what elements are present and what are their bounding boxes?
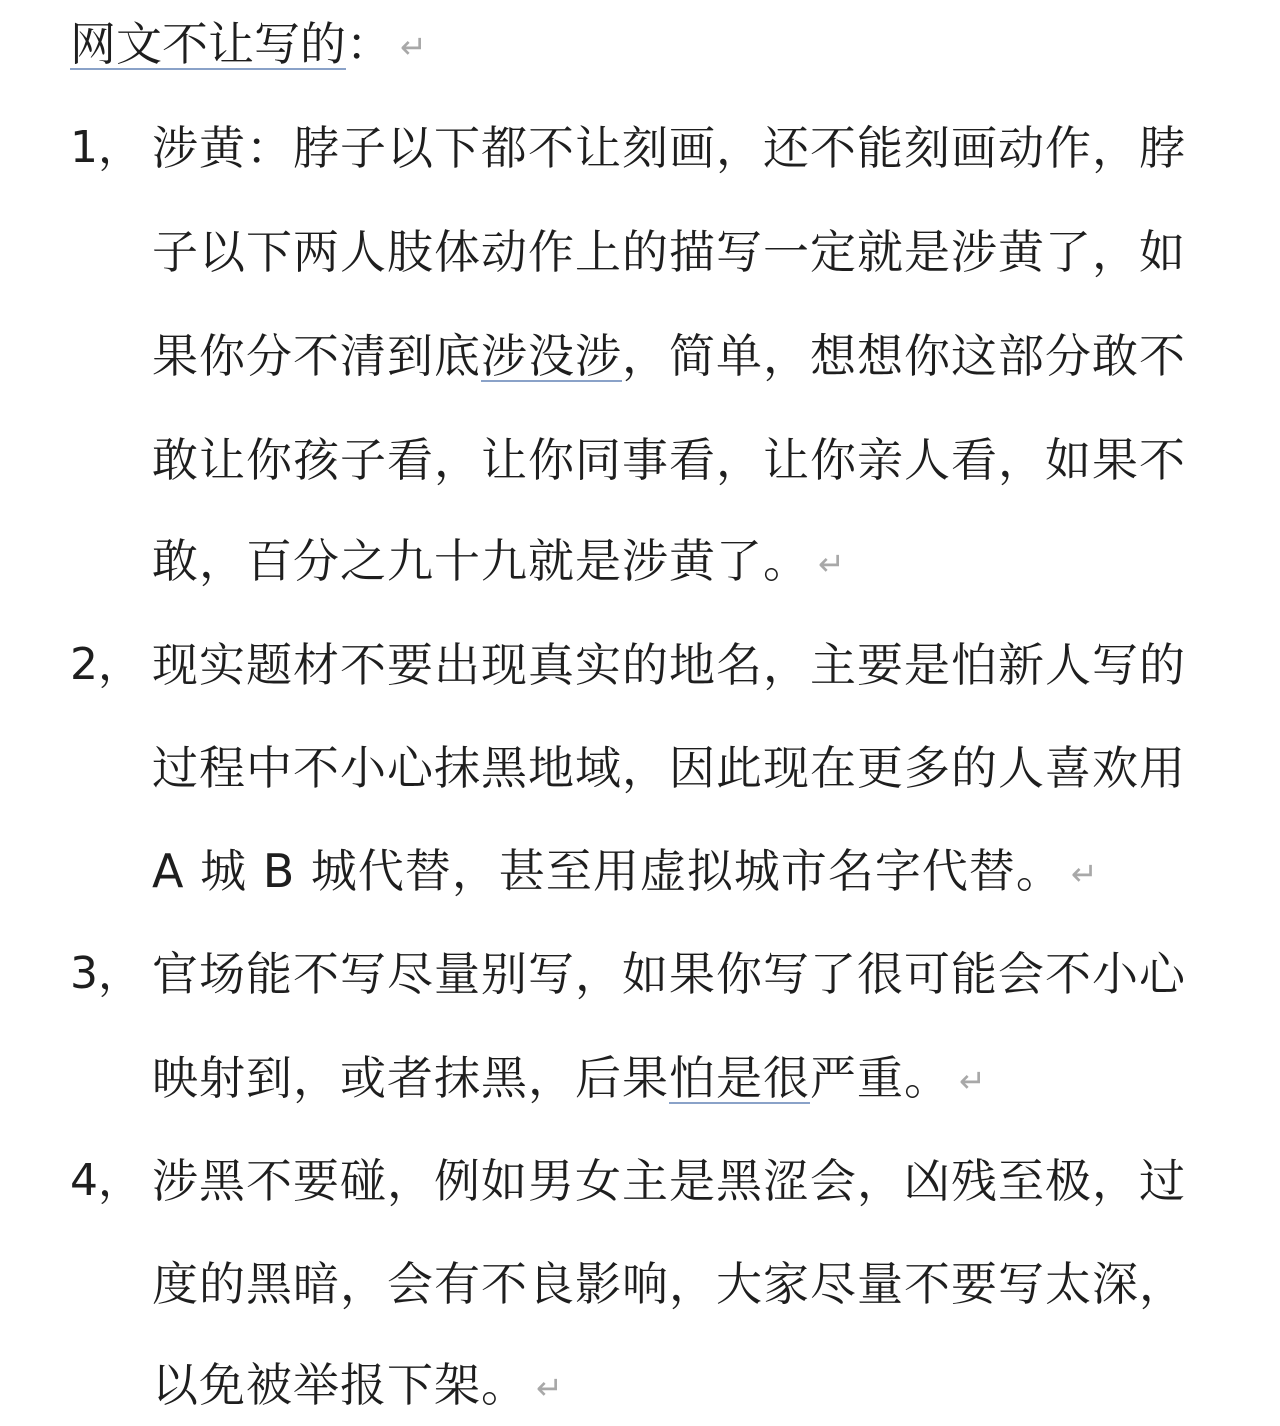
paragraph-mark-icon: ↵ <box>536 1369 564 1407</box>
paragraph-mark-icon: ↵ <box>818 545 846 583</box>
list-item-3-line-1: 官场能不写尽量别写，如果你写了很可能会不小心 <box>152 947 1186 1001</box>
document-heading <box>70 14 427 77</box>
list-item-1-line-5 <box>152 531 846 594</box>
list-item-2-line-3 <box>152 841 1099 904</box>
list-item-3-line-2 <box>152 1048 987 1111</box>
line-text-underlined: 怕是很 <box>669 1051 810 1105</box>
list-item-number-2: 2， <box>70 639 142 690</box>
list-item-2-line-2: 过程中不小心抹黑地域，因此现在更多的人喜欢用 <box>152 741 1186 795</box>
list-item-number-3: 3， <box>70 948 142 999</box>
paragraph-mark-icon: ↵ <box>959 1062 987 1100</box>
line-text-before: 映射到，或者抹黑，后果 <box>152 1051 669 1105</box>
line-text-underlined: 涉没涉 <box>481 329 622 383</box>
list-item-number-1: 1， <box>70 122 142 173</box>
list-item-1-line-2: 子以下两人肢体动作上的描写一定就是涉黄了，如 <box>152 225 1186 279</box>
line-text-before: 果你分不清到底 <box>152 329 481 383</box>
line-text-after: ，简单，想想你这部分敢不 <box>622 329 1186 383</box>
list-item-1-line-4: 敢让你孩子看，让你同事看，让你亲人看，如果不 <box>152 433 1186 487</box>
list-item-2-line-1: 现实题材不要出现真实的地名，主要是怕新人写的 <box>152 638 1186 692</box>
line-text: 以免被举报下架。 <box>152 1358 528 1412</box>
list-item-4-line-2: 度的黑暗，会有不良影响，大家尽量不要写太深， <box>152 1257 1186 1311</box>
paragraph-mark-icon: ↵ <box>400 28 427 66</box>
list-item-number-4: 4， <box>70 1155 142 1206</box>
list-item-1-line-1: 涉黄：脖子以下都不让刻画，还不能刻画动作，脖 <box>152 121 1186 175</box>
line-text: A 城 B 城代替，甚至用虚拟城市名字代替。 <box>152 844 1063 898</box>
list-item-4-line-3 <box>152 1355 564 1418</box>
list-item-1-line-3 <box>152 326 1186 386</box>
paragraph-mark-icon: ↵ <box>1070 855 1099 893</box>
heading-colon: ： <box>346 17 392 71</box>
heading-underlined-text: 网文不让写的 <box>70 17 346 71</box>
line-text: 敢，百分之九十九就是涉黄了。 <box>152 534 810 588</box>
line-text-after: 严重。 <box>810 1051 951 1105</box>
list-item-4-line-1: 涉黑不要碰，例如男女主是黑涩会，凶残至极，过 <box>152 1154 1186 1208</box>
